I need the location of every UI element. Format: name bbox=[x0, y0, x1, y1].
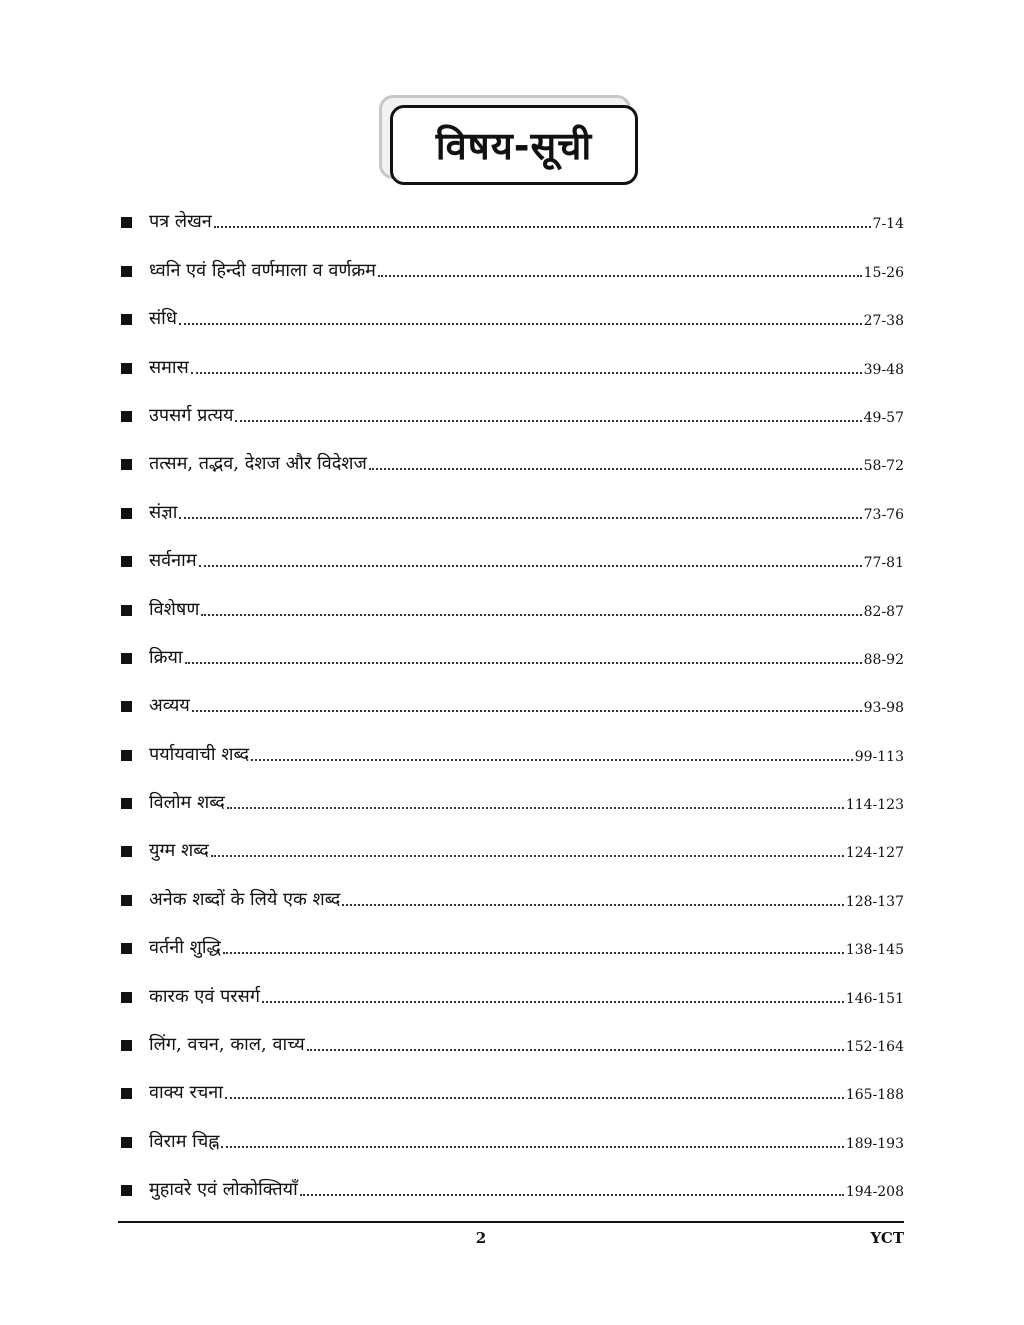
toc-entry-pages: 58-72 bbox=[863, 458, 904, 475]
page-number: 2 bbox=[475, 1229, 487, 1247]
toc-entry-title: कारक एवं परसर्ग bbox=[149, 985, 260, 1007]
toc-entry-pages: 146-151 bbox=[845, 990, 904, 1007]
dot-leader bbox=[235, 420, 861, 422]
dot-leader bbox=[300, 1194, 844, 1196]
toc-entry[interactable] bbox=[118, 633, 904, 681]
toc-entry-title: तत्सम, तद्भव, देशज और विदेशज bbox=[149, 453, 367, 475]
toc-entry[interactable] bbox=[118, 439, 904, 487]
publisher-name: YCT bbox=[870, 1229, 904, 1247]
square-bullet-icon bbox=[121, 508, 132, 519]
square-bullet-icon bbox=[121, 363, 132, 374]
square-bullet-icon bbox=[121, 459, 132, 470]
toc-entry-pages: 138-145 bbox=[845, 942, 904, 959]
dot-leader bbox=[378, 275, 862, 277]
dot-leader bbox=[262, 1001, 844, 1003]
toc-entry[interactable] bbox=[118, 391, 904, 439]
dot-leader bbox=[192, 710, 862, 712]
square-bullet-icon bbox=[121, 895, 132, 906]
dot-leader bbox=[214, 226, 871, 228]
toc-entry[interactable] bbox=[118, 245, 904, 293]
toc-entry-title: वर्तनी शुद्धि bbox=[149, 937, 221, 959]
dot-leader bbox=[307, 1049, 844, 1051]
toc-entry-pages: 77-81 bbox=[863, 555, 904, 572]
toc-entry[interactable] bbox=[118, 536, 904, 584]
toc-entry[interactable] bbox=[118, 778, 904, 826]
dot-leader bbox=[221, 1146, 843, 1148]
square-bullet-icon bbox=[121, 556, 132, 567]
title-box-frame bbox=[390, 105, 638, 185]
square-bullet-icon bbox=[121, 798, 132, 809]
toc-entry-title: युग्म शब्द bbox=[149, 840, 209, 862]
toc-entry[interactable] bbox=[118, 1020, 904, 1068]
page-title: विषय-सूची bbox=[435, 124, 593, 168]
toc-entry-pages: 7-14 bbox=[872, 216, 904, 233]
toc-entry-pages: 93-98 bbox=[863, 700, 904, 717]
toc-entry-title: पत्र लेखन bbox=[149, 211, 212, 233]
dot-leader bbox=[191, 372, 862, 374]
table-of-contents bbox=[118, 197, 904, 1213]
footer-divider bbox=[118, 1221, 904, 1223]
toc-entry[interactable] bbox=[118, 584, 904, 632]
toc-entry-pages: 152-164 bbox=[845, 1039, 904, 1056]
toc-entry-title: क्रिया bbox=[149, 646, 183, 668]
square-bullet-icon bbox=[121, 1137, 132, 1148]
toc-entry-title: वाक्य रचना bbox=[149, 1082, 223, 1104]
toc-entry[interactable] bbox=[118, 1116, 904, 1164]
square-bullet-icon bbox=[121, 750, 132, 761]
square-bullet-icon bbox=[121, 605, 132, 616]
square-bullet-icon bbox=[121, 217, 132, 228]
dot-leader bbox=[211, 855, 844, 857]
square-bullet-icon bbox=[121, 411, 132, 422]
dot-leader bbox=[225, 1097, 844, 1099]
toc-entry[interactable] bbox=[118, 1165, 904, 1213]
dot-leader bbox=[185, 662, 862, 664]
toc-entry-pages: 27-38 bbox=[863, 313, 904, 330]
toc-entry-pages: 73-76 bbox=[863, 506, 904, 523]
dot-leader bbox=[223, 952, 844, 954]
square-bullet-icon bbox=[121, 701, 132, 712]
toc-entry-title: लिंग, वचन, काल, वाच्य bbox=[149, 1034, 305, 1056]
square-bullet-icon bbox=[121, 314, 132, 325]
square-bullet-icon bbox=[121, 653, 132, 664]
toc-entry-title: विशेषण bbox=[149, 598, 200, 620]
toc-entry[interactable] bbox=[118, 487, 904, 535]
dot-leader bbox=[199, 565, 862, 567]
toc-entry-pages: 82-87 bbox=[863, 603, 904, 620]
toc-entry[interactable] bbox=[118, 1068, 904, 1116]
square-bullet-icon bbox=[121, 943, 132, 954]
toc-entry[interactable] bbox=[118, 971, 904, 1019]
toc-entry-title: विराम चिह्न bbox=[149, 1130, 220, 1152]
toc-entry[interactable] bbox=[118, 197, 904, 245]
dot-leader bbox=[342, 904, 843, 906]
toc-entry-title: अनेक शब्दों के लिये एक शब्द bbox=[149, 888, 341, 910]
toc-entry-title: उपसर्ग प्रत्यय bbox=[149, 404, 234, 426]
toc-entry-pages: 128-137 bbox=[845, 893, 904, 910]
dot-leader bbox=[369, 468, 862, 470]
toc-entry-title: सर्वनाम bbox=[149, 550, 197, 572]
toc-entry[interactable] bbox=[118, 874, 904, 922]
square-bullet-icon bbox=[121, 266, 132, 277]
toc-entry-pages: 189-193 bbox=[845, 1135, 904, 1152]
toc-entry[interactable] bbox=[118, 923, 904, 971]
toc-entry[interactable] bbox=[118, 681, 904, 729]
square-bullet-icon bbox=[121, 1088, 132, 1099]
toc-entry-pages: 165-188 bbox=[845, 1087, 904, 1104]
toc-entry-title: विलोम शब्द bbox=[149, 792, 225, 814]
toc-entry[interactable] bbox=[118, 826, 904, 874]
toc-entry-pages: 124-127 bbox=[845, 845, 904, 862]
dot-leader bbox=[179, 517, 861, 519]
square-bullet-icon bbox=[121, 1185, 132, 1196]
toc-entry-pages: 88-92 bbox=[863, 651, 904, 668]
toc-entry[interactable] bbox=[118, 294, 904, 342]
toc-entry-pages: 39-48 bbox=[863, 361, 904, 378]
toc-entry-title: ध्वनि एवं हिन्दी वर्णमाला व वर्णक्रम bbox=[149, 259, 376, 281]
dot-leader bbox=[251, 759, 853, 761]
toc-entry-pages: 99-113 bbox=[854, 748, 904, 765]
dot-leader bbox=[179, 323, 862, 325]
toc-entry-title: अव्यय bbox=[149, 695, 190, 717]
square-bullet-icon bbox=[121, 846, 132, 857]
toc-entry[interactable] bbox=[118, 342, 904, 390]
toc-entry-pages: 49-57 bbox=[863, 409, 904, 426]
toc-entry-title: पर्यायवाची शब्द bbox=[149, 743, 250, 765]
title-box bbox=[379, 95, 639, 189]
square-bullet-icon bbox=[121, 1040, 132, 1051]
toc-entry-title: संधि bbox=[149, 308, 177, 330]
toc-entry-pages: 15-26 bbox=[863, 264, 904, 281]
dot-leader bbox=[227, 807, 844, 809]
toc-entry-pages: 114-123 bbox=[845, 797, 904, 814]
toc-entry-title: संज्ञा bbox=[149, 501, 178, 523]
toc-entry[interactable] bbox=[118, 729, 904, 777]
toc-entry-title: समास bbox=[149, 356, 189, 378]
toc-entry-title: मुहावरे एवं लोकोक्तियाँ bbox=[149, 1179, 298, 1201]
square-bullet-icon bbox=[121, 992, 132, 1003]
dot-leader bbox=[201, 614, 861, 616]
toc-entry-pages: 194-208 bbox=[845, 1184, 904, 1201]
